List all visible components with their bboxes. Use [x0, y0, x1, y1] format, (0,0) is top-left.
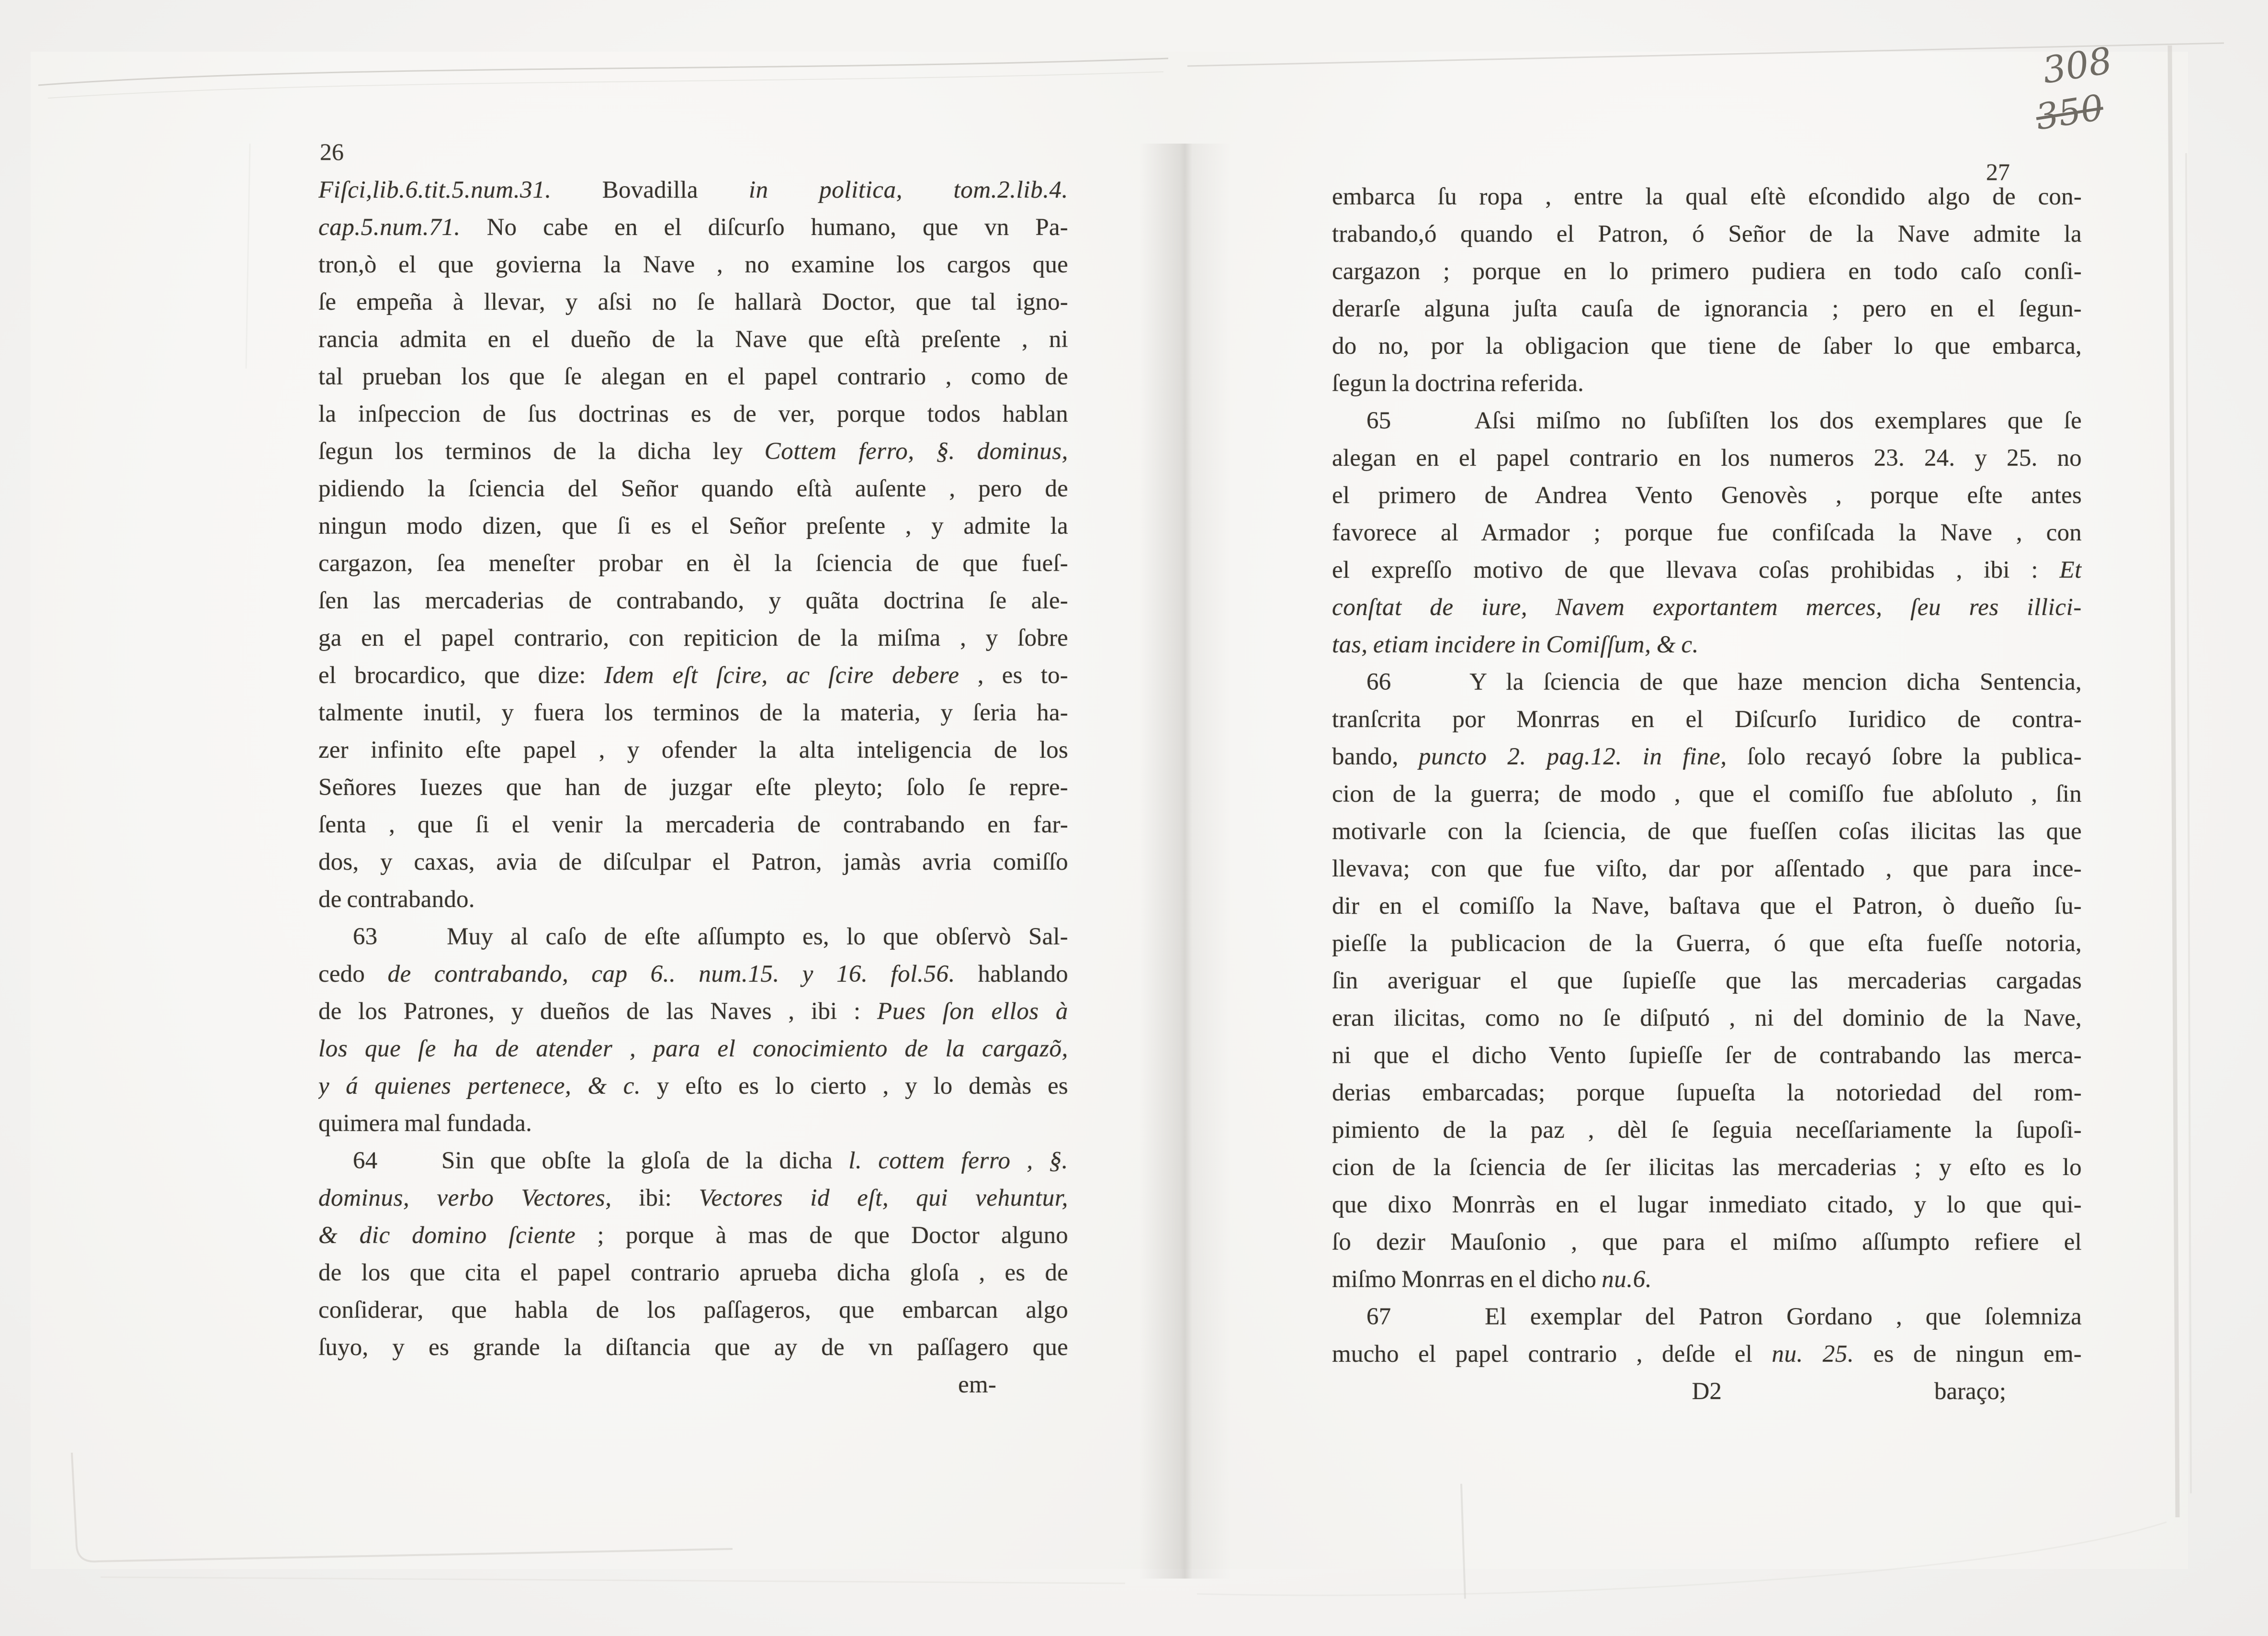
text-line: ni que el dicho Vento ſupieſſe ſer de contrabando las merca- — [1332, 1042, 2082, 1069]
text-line: zer infinito eſte papel , y ofender la alta inteligencia de los — [318, 737, 1068, 763]
text-line: miſmo Monrras en el dicho nu.6. — [1332, 1266, 1652, 1293]
text-line: ſe empeña à llevar, y aſsi no ſe hallarà Doctor, que tal igno- — [318, 289, 1068, 315]
page-number-right: 27 — [1986, 158, 2010, 185]
text-line: el brocardico, que dize: Idem eſt ſcire, ac ſcire debere , es to- — [318, 662, 1068, 689]
text-line: trabando,ó quando el Patron, ó Señor de la Nave admite la — [1332, 221, 2082, 247]
text-line: el expreſſo motivo de que llevava coſas prohibidas , ibi : Et — [1332, 557, 2082, 583]
text-line: tranſcrita por Monrras en el Diſcurſo Iuridico de contra- — [1332, 706, 2082, 733]
text-line: conſiderar, que habla de los paſſageros, que embarcan algo — [318, 1297, 1068, 1323]
text-line: ſo dezir Mauſonio , que para el miſmo aſſumpto refiere el — [1332, 1229, 2082, 1255]
text-line: Fiſci,lib.6.tit.5.num.31. Bovadilla in politica, tom.2.lib.4. — [318, 177, 1068, 203]
text-line: do no, por la obligacion que tiene de ſaber lo que embarca, — [1332, 333, 2082, 359]
text-line: tal prueban los que ſe alegan en el papel contrario , como de — [318, 363, 1068, 390]
left-page-text-column — [318, 171, 1068, 1403]
text-line: ſuyo, y es grande la diſtancia que ay de vn paſſagero que — [318, 1334, 1068, 1361]
text-line: 63 Muy al caſo de eſte aſſumpto es, lo que obſervò Sal- — [353, 923, 1068, 950]
text-line: pidiendo la ſciencia del Señor quando eſtà auſente , pero de — [318, 475, 1068, 502]
text-line: de contrabando. — [318, 886, 475, 913]
bottom-page-edge-faint — [101, 1577, 1125, 1583]
text-line: ſegun la doctrina referida. — [1332, 370, 1584, 397]
text-line: motivarle con la ſciencia, de que fueſſen coſas ilicitas las que — [1332, 818, 2082, 845]
text-line: embarca ſu ropa , entre la qual eſtè eſcondido algo de con- — [1332, 183, 2082, 210]
text-line: ſen las mercaderias de contrabando, y quãta doctrina ſe ale- — [318, 587, 1068, 614]
text-line: y á quienes pertenece, & c. y eſto es lo cierto , y lo demàs es — [318, 1073, 1068, 1099]
text-line: el primero de Andrea Vento Genovès , porque eſte antes — [1332, 482, 2082, 509]
handwritten-foliation-number: 308 — [2039, 39, 2115, 92]
text-line: favorece al Armador ; porque fue confiſcada la Nave , con — [1332, 519, 2082, 546]
text-line: los que ſe ha de atender , para el conocimiento de la cargazõ, — [318, 1035, 1068, 1062]
right-page-text-column — [1332, 178, 2082, 1410]
text-line: cargazon ; porque en lo primero pudiera en todo caſo conſi- — [1332, 258, 2082, 285]
text-line: de los Patrones, y dueños de las Naves , ibi : Pues ſon ellos à — [318, 998, 1068, 1025]
text-line: bando, puncto 2. pag.12. in fine, ſolo recayó ſobre la publica- — [1332, 743, 2082, 770]
signature-catchword-line — [1332, 1373, 2082, 1410]
text-line: pimiento de la paz , dèl ſe ſeguia neceſſariamente la ſupoſi- — [1332, 1117, 2082, 1143]
text-line: alegan en el papel contrario en los numeros 23. 24. y 25. no — [1332, 445, 2082, 471]
text-line: dominus, verbo Vectores, ibi: Vectores id eſt, qui vehuntur, — [318, 1185, 1068, 1211]
text-line: mucho el papel contrario , deſde el nu. 25. es de ningun em- — [1332, 1341, 2082, 1367]
text-line: que dixo Monrràs en el lugar inmediato citado, y lo que qui- — [1332, 1191, 2082, 1218]
text-line: 64 Sin que obſte la gloſa de la dicha l. cottem ferro , §. — [353, 1147, 1068, 1174]
text-line: conſtat de iure, Navem exportantem merces, ſeu res illici- — [1332, 594, 2082, 621]
text-line: ningun modo dizen, que ſi es el Señor preſente , y admite la — [318, 513, 1068, 539]
text-line: dos, y caxas, avia de diſculpar el Patron, jamàs avria comiſſo — [318, 849, 1068, 875]
text-line: derias embarcadas; porque ſupueſta la notoriedad del rom- — [1332, 1079, 2082, 1106]
text-line: ga en el papel contrario, con repiticion de la miſma , y ſobre — [318, 625, 1068, 651]
catchword-right-page: baraço; — [1934, 1378, 2006, 1405]
text-line: & dic domino ſciente ; porque à mas de que Doctor alguno — [318, 1222, 1068, 1249]
text-line: de los que cita el papel contrario aprueba dicha gloſa , es de — [318, 1259, 1068, 1286]
text-line: cedo de contrabando, cap 6.. num.15. y 16. fol.56. hablando — [318, 961, 1068, 987]
text-line: ſin averiguar el que ſupieſſe que las mercaderias cargadas — [1332, 967, 2082, 994]
text-line: ſegun los terminos de la dicha ley Cottem ferro, §. dominus, — [318, 438, 1068, 465]
text-line: cap.5.num.71. No cabe en el diſcurſo humano, que vn Pa- — [318, 214, 1068, 241]
text-line: 67 El exemplar del Patron Gordano , que ſolemniza — [1366, 1303, 2082, 1330]
text-line: quimera mal fundada. — [318, 1110, 532, 1137]
book-gutter-shadow — [1140, 144, 1230, 1579]
text-line: tas, etiam incidere in Comiſſum, & c. — [1332, 631, 1699, 658]
text-line: pieſſe la publicacion de la Guerra, ó que eſta fueſſe notoria, — [1332, 930, 2082, 957]
text-line: cion de la ſciencia de ſer ilicitas las mercaderias ; y eſto es lo — [1332, 1154, 2082, 1181]
text-line: rancia admita en el dueño de la Nave que eſtà preſente , ni — [318, 326, 1068, 353]
handwritten-foliation-number-crossed-out: 350 — [2033, 87, 2107, 138]
catchword-left-page: em- — [958, 1371, 996, 1398]
text-line: 65 Aſsi miſmo no ſubſiſten los dos exemplares que ſe — [1366, 407, 2082, 434]
right-page-body-lines — [1332, 178, 2082, 1373]
text-line: la inſpeccion de ſus doctrinas es de ver, porque todos hablan — [318, 401, 1068, 427]
text-line: dir en el comiſſo la Nave, baſtava que el Patron, ò dueño ſu- — [1332, 893, 2082, 919]
page-number-left: 26 — [320, 138, 344, 165]
text-line: ſenta , que ſi el venir la mercaderia de contrabando en far- — [318, 811, 1068, 838]
text-line: cion de la guerra; de modo , que el comiſſo fue abſoluto , ſin — [1332, 781, 2082, 807]
text-line: derarſe alguna juſta cauſa de ignorancia ; pero en el ſegun- — [1332, 295, 2082, 322]
text-line: 66 Y la ſciencia de que haze mencion dicha Sentencia, — [1366, 669, 2082, 695]
text-line: llevava; con que fue viſto, dar por aſſentado , que para ince- — [1332, 855, 2082, 882]
signature-mark: D2 — [1692, 1378, 1722, 1405]
text-line: talmente inutil, y fuera los terminos de la materia, y ſeria ha- — [318, 699, 1068, 726]
text-line: Señores Iuezes que han de juzgar eſte pleyto; ſolo ſe repre- — [318, 774, 1068, 801]
text-line: eran ilicitas, como no ſe diſputó , ni del dominio de la Nave, — [1332, 1005, 2082, 1031]
text-line: tron,ò el que govierna la Nave , no examine los cargos que — [318, 251, 1068, 278]
text-line: cargazon, ſea meneſter probar en èl la ſciencia de que fueſ- — [318, 550, 1068, 577]
